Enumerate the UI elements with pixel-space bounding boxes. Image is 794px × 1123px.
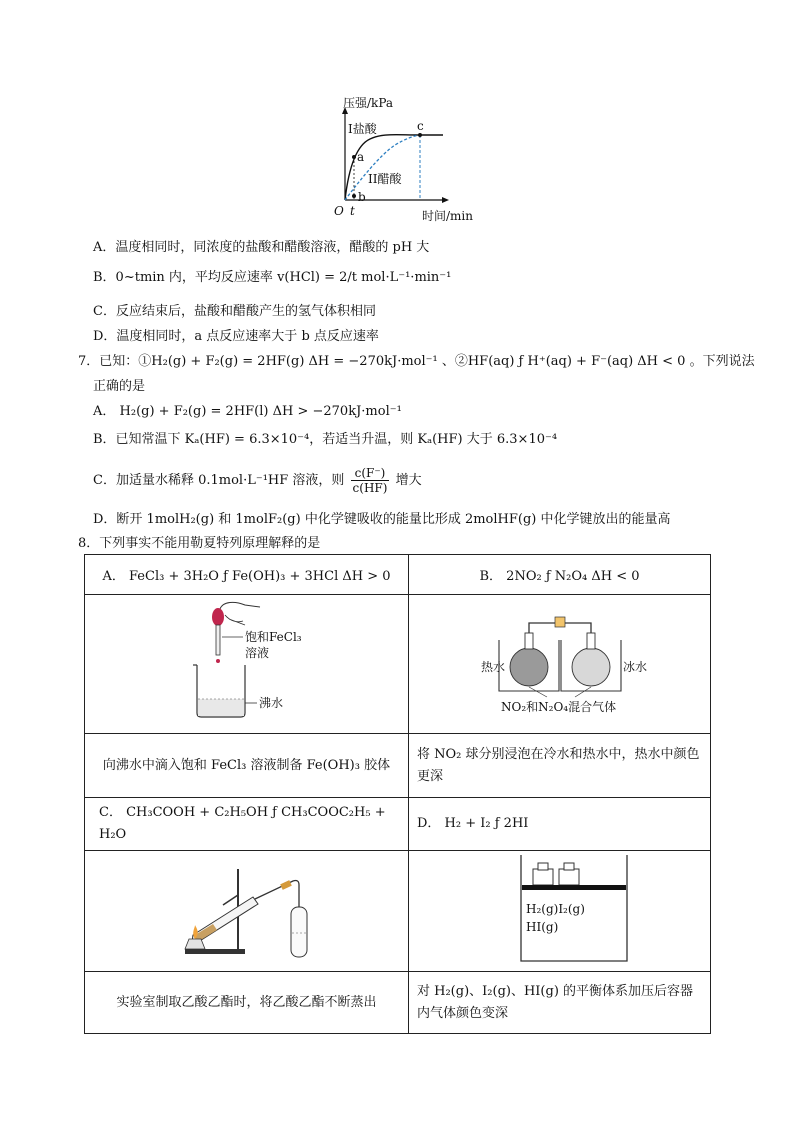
beaker-water	[198, 699, 244, 716]
stand-base	[185, 949, 245, 954]
point-c-label: c	[417, 119, 424, 133]
q7-option-c-pre: C．加适量水稀释 0.1mol·L⁻¹HF 溶液，则	[93, 473, 345, 488]
alcohol-lamp-icon	[185, 939, 205, 949]
fecl3-label: 饱和FeCl₃	[245, 630, 302, 644]
stand-clamp	[223, 895, 238, 905]
y-axis-label: 压强/kPa	[343, 96, 394, 110]
right-flask-neck	[587, 633, 595, 649]
dropper-tube	[216, 625, 220, 655]
q7-stem-cont: 正确的是	[93, 379, 146, 394]
x-axis-label: 时间/min	[422, 209, 473, 223]
q7-fraction-den: c(HF)	[352, 481, 388, 495]
q8-c-title: C． CH₃COOH + C₂H₅OH ƒ CH₃COOC₂H₅ + H₂O	[85, 798, 409, 851]
q7-fraction-num: c(F⁻)	[351, 466, 390, 481]
q8-a-title: A． FeCl₃ + 3H₂O ƒ Fe(OH)₃ + 3HCl ΔH > 0	[85, 555, 409, 595]
q8-c-text-cell	[85, 972, 409, 1034]
x-axis-arrow	[442, 197, 449, 203]
piston-icon	[522, 885, 626, 890]
drop-icon	[216, 659, 220, 663]
gas-pointer-left	[529, 687, 547, 697]
q6-option-a: A．温度相同时，同浓度的盐酸和醋酸溶液，醋酸的 pH 大	[93, 240, 430, 255]
origin-label: O	[334, 204, 344, 218]
gas-mixture-label: NO₂和N₂O₄混合气体	[501, 700, 617, 714]
hand-fingers	[225, 615, 245, 625]
curve1-label: I盐酸	[348, 122, 377, 136]
gas-pointer-right	[575, 687, 591, 697]
q6-option-b: B．0~tmin 内，平均反应速率 v(HCl) = 2/t mol·L⁻¹·min⁻¹	[93, 270, 452, 285]
curve-acetic	[345, 135, 420, 200]
piston-container-figure	[409, 851, 710, 967]
point-b-label: b	[358, 190, 366, 204]
point-a-label: a	[357, 150, 365, 164]
dropper-bulb-icon	[212, 608, 224, 626]
weight-right-icon	[559, 869, 579, 885]
weight-left-top	[538, 863, 548, 870]
q8-b-title: B． 2NO₂ ƒ N₂O₄ ΔH < 0	[409, 555, 711, 595]
q7-stem: 7．已知：①H₂(g) + F₂(g) = 2HF(g) ΔH = −270kJ·mol⁻¹ 、②HF(aq) ƒ H⁺(aq) + F⁻(aq) ΔH < 0 。下列说法	[78, 354, 755, 369]
q8-stem: 8．下列事实不能用勒夏特列原理解释的是	[78, 536, 321, 551]
solution-label: 溶液	[245, 646, 270, 660]
q7-option-c	[93, 466, 422, 495]
point-a	[352, 155, 356, 159]
receiving-tube-icon	[291, 907, 307, 957]
clamp-icon	[555, 617, 565, 627]
q8-table	[84, 554, 711, 1034]
point-b	[352, 194, 356, 198]
q8-a-text: 向沸水中滴入饱和 FeCl₃ 溶液制备 Fe(OH)₃ 胶体	[102, 757, 391, 773]
q7-option-d: D．断开 1molH₂(g) 和 1molF₂(g) 中化学键吸收的能量比形成 2molHF(g) 中化学键放出的能量高	[93, 512, 671, 527]
q8-c-figure-cell	[85, 851, 409, 972]
point-c	[418, 133, 422, 137]
no2-flasks-figure	[409, 595, 710, 729]
q8-b-text: 将 NO₂ 球分别浸泡在冷水和热水中，热水中颜色更深	[417, 746, 700, 784]
weight-left-icon	[533, 869, 553, 885]
q6-option-c: C．反应结束后，盐酸和醋酸产生的氢气体积相同	[93, 304, 376, 319]
curve-hcl	[345, 135, 420, 200]
weight-right-top	[564, 863, 574, 870]
q8-d-text: 对 H₂(g)、I₂(g)、HI(g) 的平衡体系加压后容器内气体颜色变深	[417, 983, 694, 1021]
q8-d-figure-cell	[409, 851, 711, 972]
ester-apparatus-figure	[85, 851, 408, 967]
gas-label-2: HI(g)	[526, 920, 559, 934]
q6-option-d: D．温度相同时，a 点反应速率大于 b 点反应速率	[93, 329, 379, 344]
q7-fraction	[351, 466, 390, 495]
hand-icon	[220, 602, 260, 609]
q7-option-a: A． H₂(g) + F₂(g) = 2HF(l) ΔH > −270kJ·mol⁻¹	[93, 404, 402, 419]
pressure-time-graph	[325, 95, 495, 225]
t-label: t	[350, 204, 355, 218]
q8-a-text-cell	[85, 734, 409, 798]
dropper-beaker-figure	[85, 595, 408, 729]
left-flask-icon	[510, 648, 548, 686]
right-flask-icon	[572, 648, 610, 686]
q8-c-text: 实验室制取乙酸乙酯时，将乙酸乙酯不断蒸出	[116, 994, 377, 1010]
ice-water-label: 冰水	[623, 660, 648, 674]
gas-label-1: H₂(g)I₂(g)	[526, 902, 585, 916]
hot-water-label: 热水	[481, 660, 506, 674]
q8-d-text-cell	[409, 972, 711, 1034]
q7-option-b: B．已知常温下 Kₐ(HF) = 6.3×10⁻⁴，若适当升温，则 Kₐ(HF) 大于 6.3×10⁻⁴	[93, 432, 558, 447]
q8-b-figure-cell	[409, 595, 711, 734]
left-flask-neck	[525, 633, 533, 649]
q7-option-c-post: 增大	[395, 473, 422, 488]
boiling-water-label: 沸水	[259, 696, 284, 710]
rubber-joint	[280, 880, 292, 890]
q8-d-title: D． H₂ + I₂ ƒ 2HI	[409, 798, 711, 851]
q8-b-text-cell	[409, 734, 711, 798]
curve2-label: II醋酸	[368, 172, 402, 186]
q8-a-figure-cell	[85, 595, 409, 734]
